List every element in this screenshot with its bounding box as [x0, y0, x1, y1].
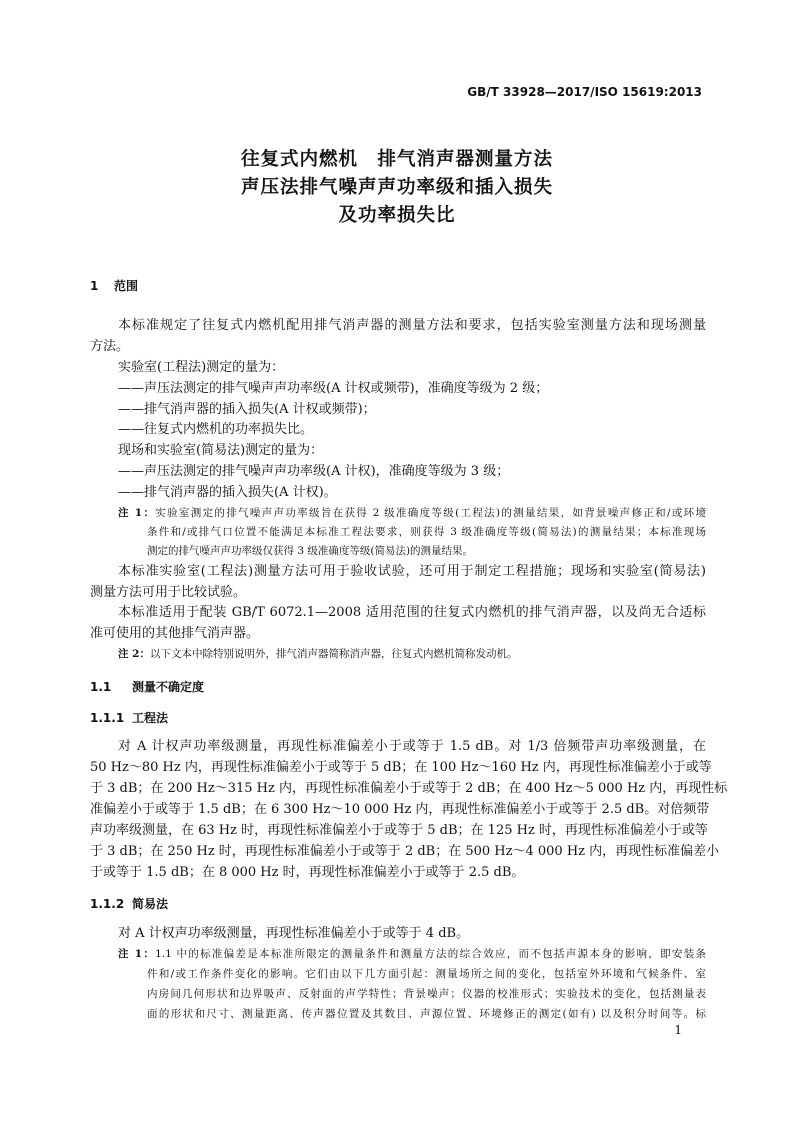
section-number: 1.1: [90, 680, 112, 694]
standard-number: GB/T 33928—2017/ISO 15619:2013: [467, 85, 702, 99]
paragraph-line: 对 A 计权声功率级测量，再现性标准偏差小于或等于 4 dB。: [118, 926, 470, 941]
note-text: 1.1 中的标准偏差是本标准所限定的测量条件和测量方法的综合效应，而不包括声源本身的影响，即安装条: [155, 948, 706, 960]
note-label: 注 2：: [118, 648, 150, 660]
section-number: 1.1.2: [90, 897, 125, 911]
section-1-1-2-heading: [90, 895, 168, 912]
list-item: ——声压法测定的排气噪声声功率级(A 计权)，准确度等级为 3 级；: [118, 464, 510, 479]
list-item: ——排气消声器的插入损失(A 计权或频带)；: [118, 402, 376, 417]
paragraph-line: 现场和实验室(简易法)测定的量为：: [118, 443, 324, 458]
paragraph-line: 本标准实验室(工程法)测量方法可用于验收试验，还可用于制定工程措施；现场和实验室(简易法): [118, 564, 706, 579]
note-1: [118, 505, 706, 521]
note-2: [118, 646, 517, 662]
paragraph-line: 方法。: [90, 339, 130, 354]
paragraph-line: 本标准适用于配装 GB/T 6072.1—2008 适用范围的往复式内燃机的排气消声器，以及尚无合适标: [118, 605, 706, 620]
section-title: 范围: [114, 279, 139, 293]
section-1-1-1-heading: [90, 709, 168, 726]
note-line: 内房间几何形状和边界吸声、反射面的声学特性；背景噪声；仪器的校准形式；实验技术的变化，包括测量表: [147, 988, 706, 1000]
paragraph-line: 实验室(工程法)测定的量为：: [118, 360, 285, 375]
page-number: 1: [674, 1023, 682, 1037]
note-line: 面的形状和尺寸、测量距离、传声器位置及其数目、声源位置、环境修正的测定(如有) 以及积分时间等。标: [147, 1008, 706, 1020]
note-line: 测定的排气噪声声功率级仅获得 3 级准确度等级(简易法)的测量结果。: [147, 545, 474, 557]
section-title: 工程法: [132, 711, 169, 725]
note-text: 实验室测定的排气噪声声功率级旨在获得 2 级准确度等级(工程法)的测量结果，如背景噪声修正和/或环境: [155, 507, 706, 519]
section-number: 1.1.1: [90, 711, 125, 725]
paragraph-line: 于 3 dB；在 200 Hz～315 Hz 内，再现性标准偏差小于或等于 2 dB；在 400 Hz～5 000 Hz 内，再现性标: [90, 781, 728, 796]
list-item: ——往复式内燃机的功率损失比。: [118, 422, 314, 437]
paragraph-line: 对 A 计权声功率级测量，再现性标准偏差小于或等于 1.5 dB。对 1/3 倍频带声功率级测量，在: [118, 739, 706, 754]
paragraph-line: 声功率级测量，在 63 Hz 时，再现性标准偏差小于或等于 5 dB；在 125 Hz 时，再现性标准偏差小于或等: [90, 823, 708, 838]
section-1-heading: [90, 277, 138, 294]
note-line: 件和/或工作条件变化的影响。它们由以下几方面引起：测量场所之间的变化，包括室外环境和气候条件、室: [147, 968, 706, 980]
section-title: 测量不确定度: [132, 680, 205, 694]
section-1-1-heading: [90, 678, 204, 695]
document-title: [0, 146, 794, 230]
note-1-simplified: [118, 946, 706, 962]
paragraph-line: 准可使用的其他排气消声器。: [90, 626, 260, 641]
paragraph-line: 测量方法可用于比较试验。: [90, 585, 247, 600]
paragraph-line: 于或等于 1.5 dB；在 8 000 Hz 时，再现性标准偏差小于或等于 2.5 dB。: [90, 865, 525, 880]
paragraph-line: 于 3 dB；在 250 Hz 时，再现性标准偏差小于或等于 2 dB；在 500 Hz～4 000 Hz 内，再现性标准偏差小: [90, 844, 720, 859]
list-item: ——声压法测定的排气噪声声功率级(A 计权或频带)，准确度等级为 2 级；: [118, 381, 549, 396]
section-number: 1: [90, 279, 99, 293]
list-item: ——排气消声器的插入损失(A 计权)。: [118, 485, 337, 500]
paragraph-line: 准偏差小于或等于 1.5 dB；在 6 300 Hz～10 000 Hz 内，再现性标准偏差小于或等于 2.5 dB。对倍频带: [90, 802, 710, 817]
note-label: 注 1：: [118, 507, 156, 519]
paragraph-line: 本标准规定了往复式内燃机配用排气消声器的测量方法和要求，包括实验室测量方法和现场测量: [118, 318, 706, 333]
title-line-1: 往复式内燃机 排气消声器测量方法: [240, 149, 553, 170]
section-title: 简易法: [132, 897, 169, 911]
note-line: 条件和/或排气口位置不能满足本标准工程法要求，则获得 3 级准确度等级(简易法)的测量结果；本标准现场: [147, 526, 706, 538]
paragraph-line: 50 Hz～80 Hz 内，再现性标准偏差小于或等于 5 dB；在 100 Hz～160 Hz 内，再现性标准偏差小于或等: [90, 760, 712, 775]
title-line-3: 及功率损失比: [338, 205, 456, 226]
title-line-2: 声压法排气噪声声功率级和插入损失: [240, 177, 553, 198]
note-label: 注 1：: [118, 948, 156, 960]
note-text: 以下文本中除特别说明外，排气消声器简称消声器，往复式内燃机简称发动机。: [149, 648, 518, 660]
